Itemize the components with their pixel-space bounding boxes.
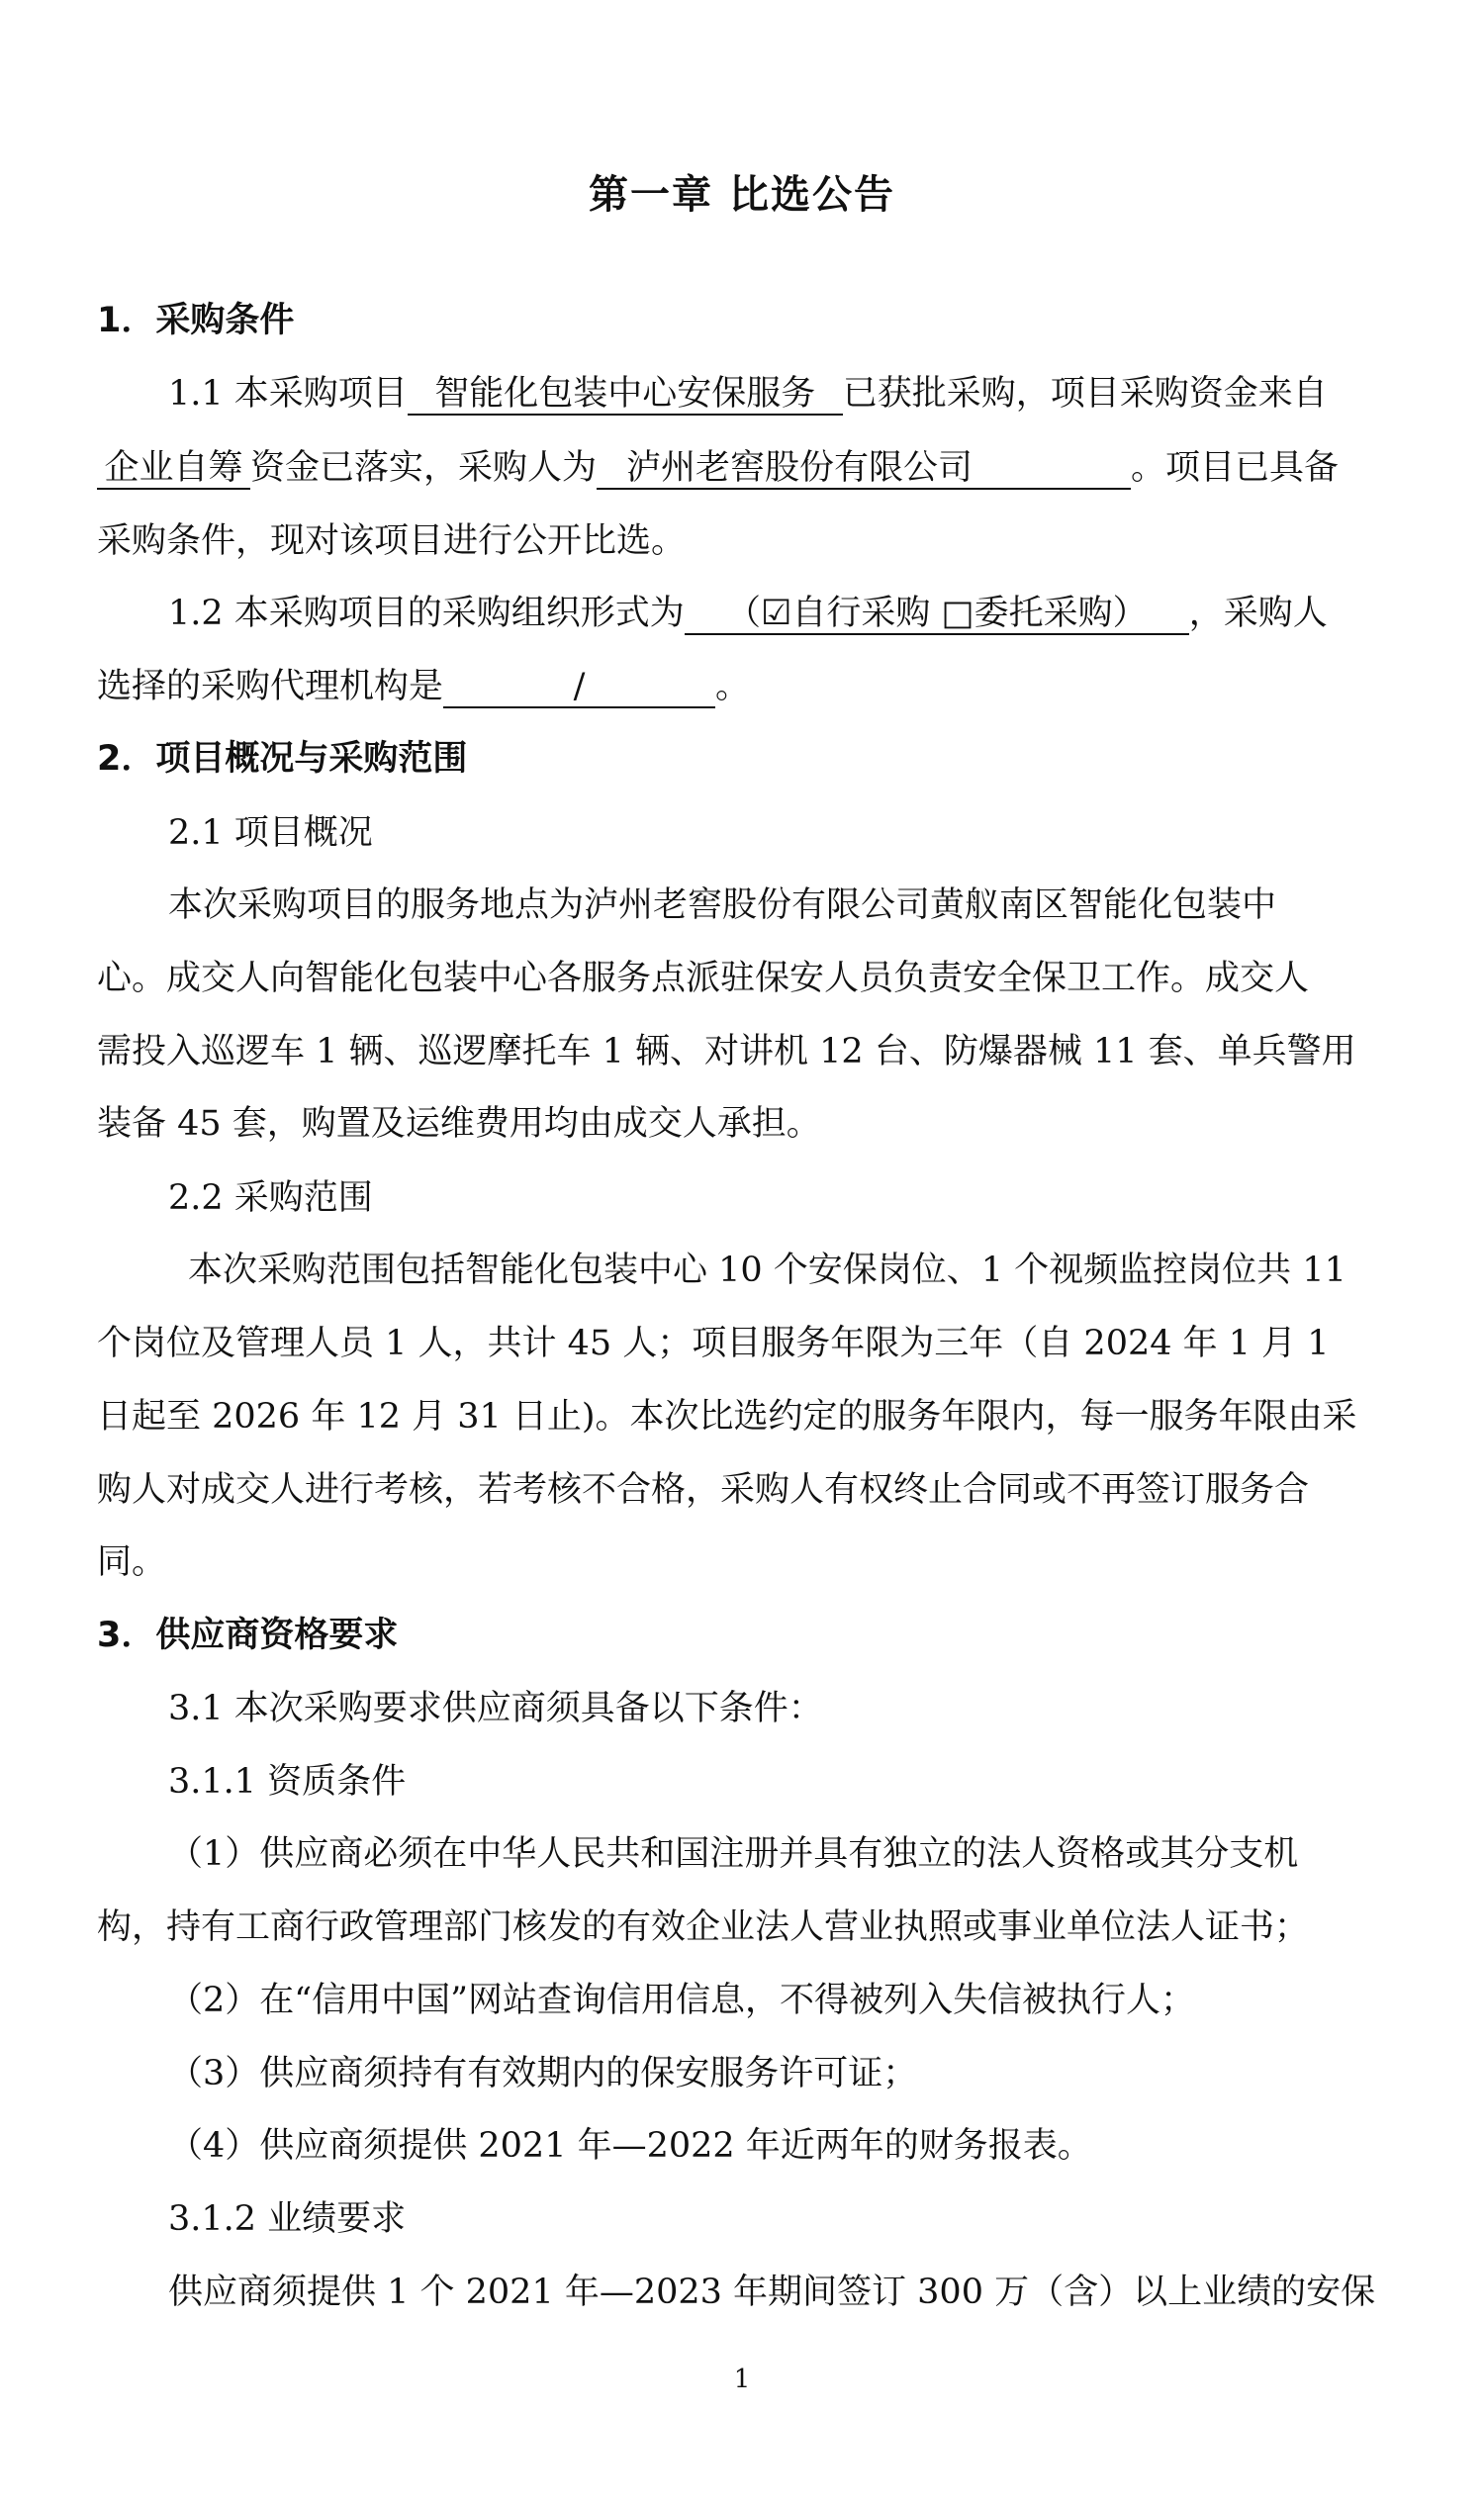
performance-requirement-line: 供应商须提供 1 个 2021 年—2023 年期间签订 300 万（含）以上业绩的安保 — [168, 2273, 1376, 2312]
overview-line: 心。成交人向智能化包装中心各服务点派驻保安人员负责安全保卫工作。成交人 — [97, 959, 1310, 998]
text-segment: 。 — [715, 667, 751, 706]
overview-line: 需投入巡逻车 1 辆、巡逻摩托车 1 辆、对讲机 12 台、防爆器械 11 套、单兵警用 — [97, 1032, 1356, 1071]
project-name-field: 智能化包装中心安保服务 — [408, 374, 843, 416]
para-1-1-line-3: 采购条件，现对该项目进行公开比选。 — [97, 521, 687, 561]
requirement-item-2: （2）在“信用中国”网站查询信用信息，不得被列入失信被执行人； — [168, 1981, 1196, 2020]
para-1-2-line-2 — [97, 665, 750, 708]
text-segment: 资金已落实，采购人为 — [250, 448, 598, 488]
requirement-item-1: （1）供应商必须在中华人民共和国注册并具有独立的法人资格或其分支机 — [168, 1834, 1299, 1874]
text-segment: 已获批采购，项目采购资金来自 — [842, 374, 1328, 414]
overview-line: 本次采购项目的服务地点为泸州老窖股份有限公司黄舣南区智能化包装中 — [168, 885, 1277, 925]
scope-line: 本次采购范围包括智能化包装中心 10 个安保岗位、1 个视频监控岗位共 11 — [188, 1251, 1346, 1290]
text-segment: 1.1 本采购项目 — [168, 374, 408, 414]
scope-line: 日起至 2026 年 12 月 31 日止)。本次比选约定的服务年限内，每一服务年限由采 — [97, 1397, 1357, 1437]
org-form-field: （☑自行采购 □委托采购） — [685, 594, 1189, 635]
subsection-3-1-1-heading: 3.1.1 资质条件 — [168, 1762, 407, 1802]
requirement-item-4: （4）供应商须提供 2021 年—2022 年近两年的财务报表。 — [168, 2126, 1092, 2166]
subsection-2-2-heading: 2.2 采购范围 — [168, 1178, 373, 1218]
requirement-item-1-cont: 构，持有工商行政管理部门核发的有效企业法人营业执照或事业单位法人证书； — [97, 1907, 1310, 1947]
para-1-1-line-2 — [97, 446, 1339, 490]
overview-line: 装备 45 套，购置及运维费用均由成交人承担。 — [97, 1104, 821, 1144]
section-1-heading: 1．采购条件 — [97, 301, 295, 340]
scope-line: 同。 — [97, 1542, 167, 1582]
scope-line: 购人对成交人进行考核，若考核不合格，采购人有权终止合同或不再签订服务合 — [97, 1470, 1310, 1510]
text-segment: ，采购人 — [1188, 594, 1328, 633]
section-3-heading: 3．供应商资格要求 — [97, 1616, 399, 1655]
purchaser-field: 泸州老窖股份有限公司 — [597, 448, 1131, 490]
scope-line: 个岗位及管理人员 1 人，共计 45 人；项目服务年限为三年（自 2024 年 1 月 1 — [97, 1324, 1330, 1363]
subsection-3-1-2-heading: 3.1.2 业绩要求 — [168, 2199, 407, 2239]
para-1-2-line-1 — [168, 592, 1328, 635]
section-2-heading: 2．项目概况与采购范围 — [97, 739, 468, 779]
page-number: 1 — [733, 2365, 751, 2394]
section-3-1-intro: 3.1 本次采购要求供应商须具备以下条件： — [168, 1689, 823, 1728]
para-1-1-line-1 — [168, 372, 1328, 416]
chapter-title: 第一章 比选公告 — [589, 172, 895, 218]
text-segment: 1.2 本采购项目的采购组织形式为 — [168, 594, 685, 633]
fund-source-field: 企业自筹 — [97, 448, 250, 490]
text-segment: 。项目已具备 — [1131, 448, 1340, 488]
subsection-2-1-heading: 2.1 项目概况 — [168, 813, 373, 853]
agency-field: / — [443, 667, 715, 708]
text-segment: 选择的采购代理机构是 — [97, 667, 444, 706]
requirement-item-3: （3）供应商须持有有效期内的保安服务许可证； — [168, 2054, 918, 2093]
